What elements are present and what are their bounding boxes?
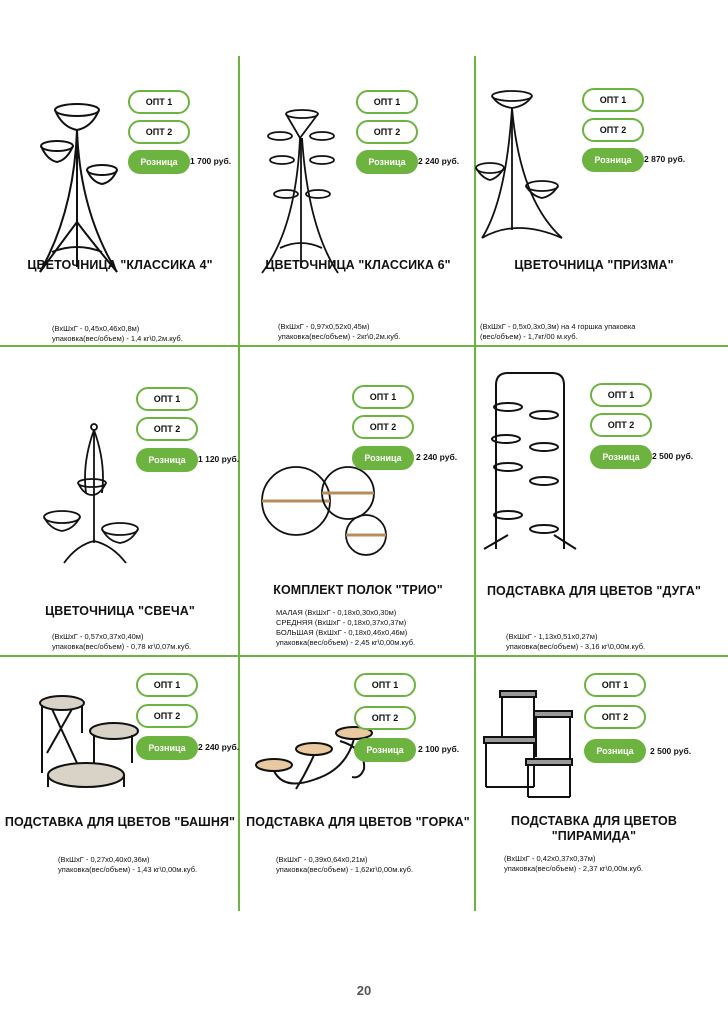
product-card	[476, 657, 712, 947]
product-spec: (ВхШхГ - 0,57х0,37х0,40м) упаковка(вес/объем) - 0,78 кг\0,07м.куб.	[52, 632, 192, 651]
product-card	[240, 657, 476, 947]
product-image-prizma	[476, 90, 566, 245]
product-spec: (ВхШхГ - 0,39х0,64х0,21м) упаковка(вес/объем) - 1,62кг\0,00м.куб.	[276, 855, 414, 874]
product-title: ЦВЕТОЧНИЦА "ПРИЗМА"	[514, 258, 674, 272]
opt1-button[interactable]: ОПТ 1	[582, 88, 644, 112]
product-image-piramida	[484, 689, 576, 801]
product-spec: (ВхШхГ - 0,5х0,3х0,3м) на 4 горшка упаковка (вес/объем) - 1,7кг/00 м.куб.	[480, 322, 636, 341]
product-image-svecha	[42, 423, 142, 568]
retail-button[interactable]: Розница	[356, 150, 418, 174]
opt1-button[interactable]: ОПТ 1	[352, 385, 414, 409]
opt1-button[interactable]: ОПТ 1	[128, 90, 190, 114]
product-spec: (ВхШхГ - 1,13х0,51х0,27м) упаковка(вес/объем) - 3,16 кг\0,00м.куб.	[506, 632, 646, 651]
retail-price: 2 100 руб.	[418, 744, 460, 754]
product-image-klassika4	[32, 102, 142, 277]
product-image-bashnya	[32, 693, 142, 793]
product-title: ЦВЕТОЧНИЦА "КЛАССИКА 4"	[27, 258, 213, 272]
retail-price: 2 500 руб.	[650, 746, 692, 756]
opt1-button[interactable]: ОПТ 1	[136, 387, 198, 411]
opt1-button[interactable]: ОПТ 1	[590, 383, 652, 407]
product-card	[476, 347, 712, 651]
opt2-button[interactable]: ОПТ 2	[136, 417, 198, 441]
product-card	[2, 347, 240, 651]
retail-price: 1 120 руб.	[198, 454, 240, 464]
product-card	[240, 347, 476, 647]
product-spec: (ВхШхГ - 0,27х0,40х0,36м) упаковка(вес/объем) - 1,43 кг\0,00м.куб.	[58, 855, 198, 874]
retail-price: 1 700 руб.	[190, 156, 232, 166]
product-card	[476, 56, 712, 346]
product-spec: (ВхШхГ - 0,97х0,52х0,45м) упаковка(вес/объем) - 2кг\0,2м.куб.	[278, 322, 401, 341]
product-title: ПОДСТАВКА ДЛЯ ЦВЕТОВ "БАШНЯ"	[4, 815, 236, 829]
product-title: ПОДСТАВКА ДЛЯ ЦВЕТОВ "ГОРКА"	[246, 815, 470, 829]
opt2-button[interactable]: ОПТ 2	[136, 704, 198, 728]
product-image-klassika6	[260, 108, 340, 278]
retail-button[interactable]: Розница	[136, 736, 198, 760]
retail-button[interactable]: Розница	[352, 446, 414, 470]
retail-button[interactable]: Розница	[582, 148, 644, 172]
product-title: КОМПЛЕКТ ПОЛОК "ТРИО"	[273, 583, 443, 597]
opt2-button[interactable]: ОПТ 2	[352, 415, 414, 439]
opt2-button[interactable]: ОПТ 2	[590, 413, 652, 437]
product-title: ЦВЕТОЧНИЦА "СВЕЧА"	[45, 604, 195, 618]
product-spec: МАЛАЯ (ВхШхГ - 0,18х0,30х0,30м) СРЕДНЯЯ (ВхШхГ - 0,18х0,37х0,37м) БОЛЬШАЯ (ВхШхГ - 0,18х0,46х0,46м) упаковка(вес/объем) - 2,45 кг\0,00м.куб.	[276, 608, 416, 647]
retail-button[interactable]: Розница	[590, 445, 652, 469]
product-spec: (ВхШхГ - 0,45х0,46х0,8м) упаковка(вес/объем) - 1,4 кг\0,2м.куб.	[52, 324, 183, 343]
opt2-button[interactable]: ОПТ 2	[354, 706, 416, 730]
opt2-button[interactable]: ОПТ 2	[356, 120, 418, 144]
opt1-button[interactable]: ОПТ 1	[356, 90, 418, 114]
opt1-button[interactable]: ОПТ 1	[584, 673, 646, 697]
product-card	[240, 56, 476, 346]
retail-button[interactable]: Розница	[136, 448, 198, 472]
product-spec: (ВхШхГ - 0,42х0,37х0,37м) упаковка(вес/объем) - 2,37 кг\0,00м.куб.	[504, 854, 644, 873]
retail-price: 2 500 руб.	[652, 451, 694, 461]
retail-price: 2 240 руб.	[198, 742, 240, 752]
opt2-button[interactable]: ОПТ 2	[128, 120, 190, 144]
product-title: ПОДСТАВКА ДЛЯ ЦВЕТОВ "ПИРАМИДА"	[511, 814, 677, 843]
opt1-button[interactable]: ОПТ 1	[136, 673, 198, 697]
product-card	[2, 56, 238, 346]
product-title: ЦВЕТОЧНИЦА "КЛАССИКА 6"	[265, 258, 451, 272]
opt2-button[interactable]: ОПТ 2	[582, 118, 644, 142]
retail-price: 2 240 руб.	[418, 156, 460, 166]
product-image-duga	[484, 371, 576, 551]
product-title: ПОДСТАВКА ДЛЯ ЦВЕТОВ "ДУГА"	[486, 584, 702, 598]
retail-price: 2 240 руб.	[416, 452, 458, 462]
retail-button[interactable]: Розница	[584, 739, 646, 763]
opt1-button[interactable]: ОПТ 1	[354, 673, 416, 697]
retail-button[interactable]: Розница	[354, 738, 416, 762]
product-card	[2, 657, 238, 947]
opt2-button[interactable]: ОПТ 2	[584, 705, 646, 729]
product-image-trio	[260, 465, 400, 555]
retail-price: 2 870 руб.	[644, 154, 686, 164]
page-number: 20	[356, 983, 372, 998]
retail-button[interactable]: Розница	[128, 150, 190, 174]
